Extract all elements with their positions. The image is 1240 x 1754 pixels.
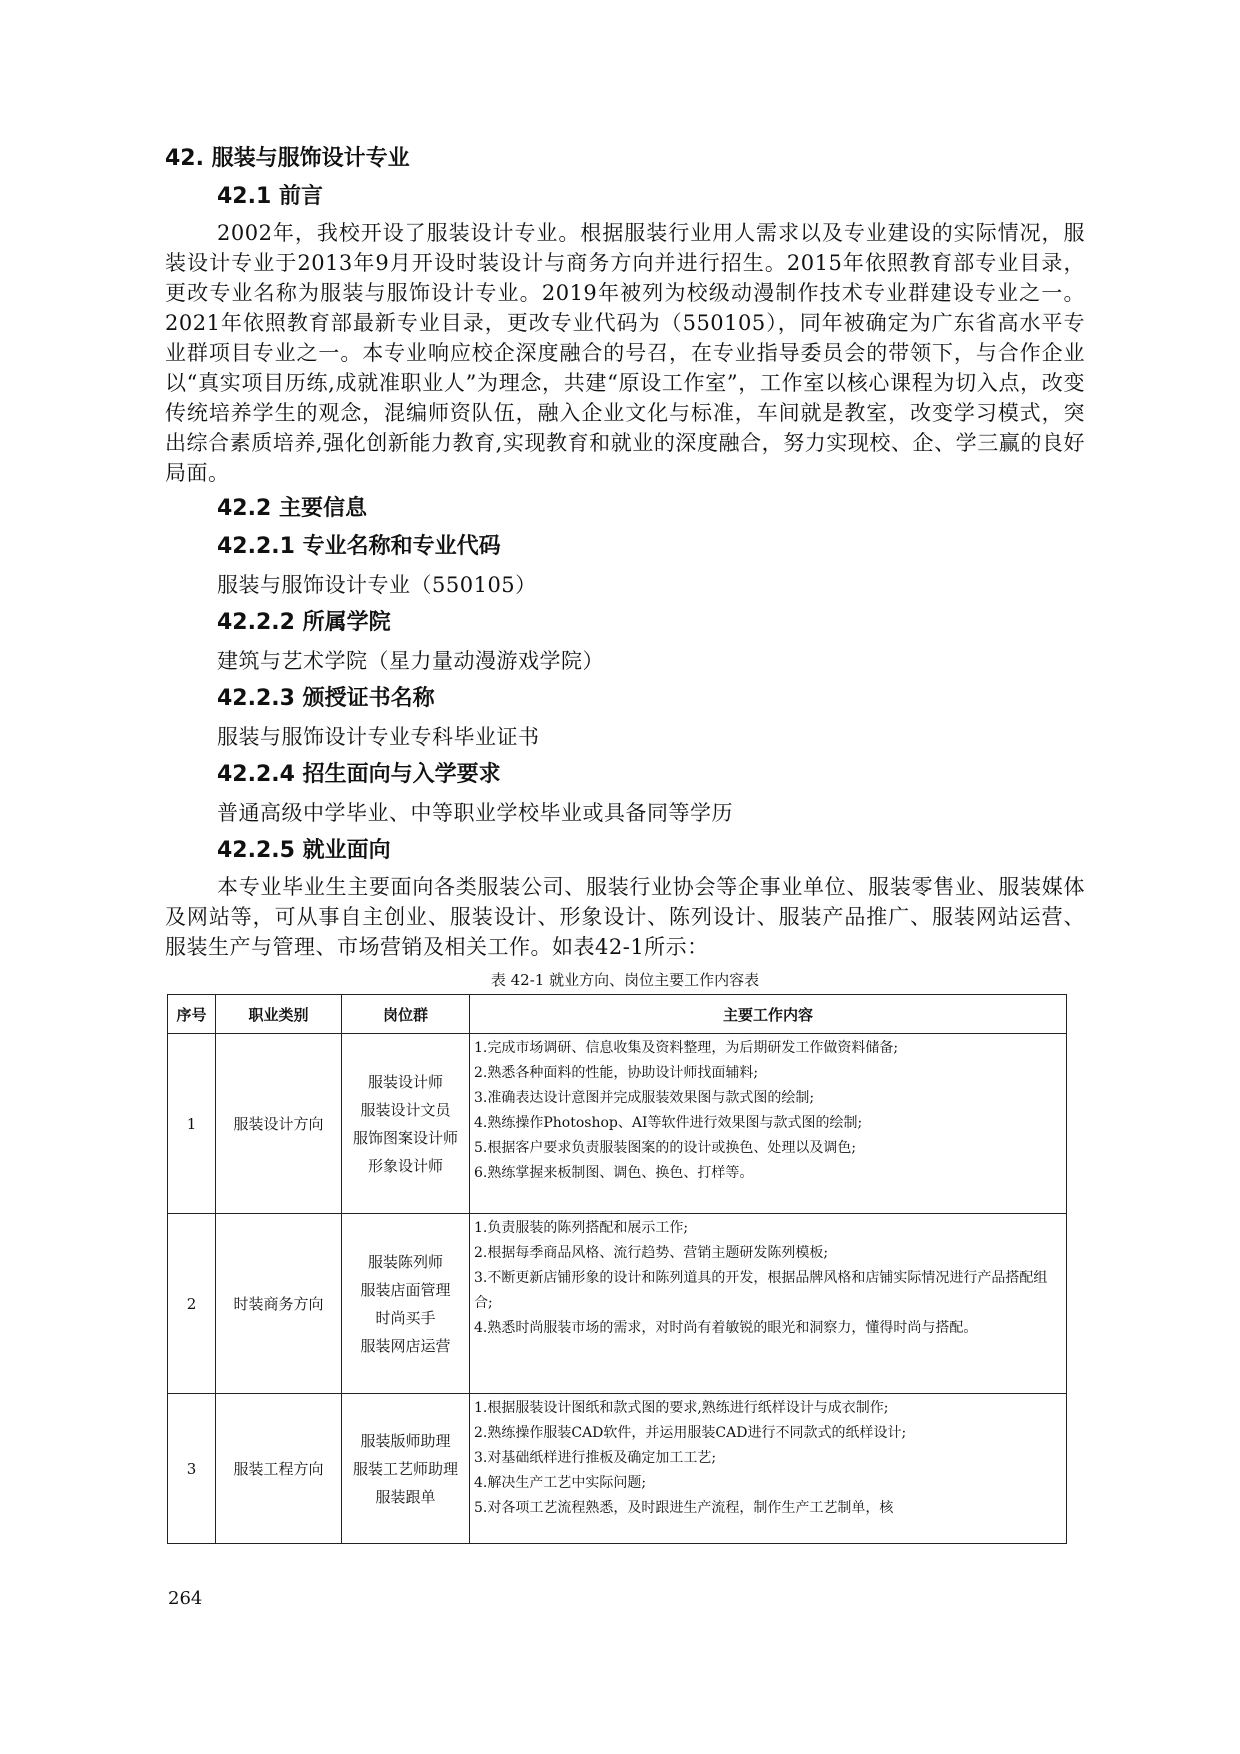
- position-item: 服装陈列师: [367, 1252, 443, 1271]
- position-item: 服装网店运营: [360, 1336, 451, 1355]
- table-header-row: [168, 995, 1067, 1034]
- position-item: 服装设计师: [367, 1072, 443, 1091]
- name-code-value: 服装与服饰设计专业（550105）: [217, 573, 537, 597]
- certificate-value: 服装与服饰设计专业专科毕业证书: [217, 725, 540, 749]
- page-number: 264: [168, 1588, 203, 1609]
- header-positions: 岗位群: [342, 995, 470, 1034]
- college-heading: 42.2.2 所属学院: [217, 610, 391, 635]
- row-no: 3: [168, 1394, 216, 1544]
- row-positions: [342, 1394, 470, 1544]
- task-item: 2.熟悉各种面料的性能，协助设计师找面辅料;: [474, 1065, 759, 1081]
- employment-paragraph: 本专业毕业生主要面向各类服装公司、服装行业协会等企事业单位、服装零售业、服装媒体及网站等，可从事自主创业、服装设计、形象设计、陈列设计、服装产品推广、服装网站运营、服装生产与管理、市场营销及相关工作。如表42-1所示：: [165, 875, 1085, 959]
- section-title: 42. 服装与服饰设计专业: [165, 146, 410, 171]
- name-code-heading: 42.2.1 专业名称和专业代码: [217, 534, 501, 559]
- position-item: 服饰图案设计师: [352, 1128, 458, 1147]
- row-category: 服装工程方向: [216, 1394, 342, 1544]
- table-row: [168, 1394, 1067, 1544]
- task-item: 1.根据服装设计图纸和款式图的要求,熟练进行纸样设计与成衣制作;: [474, 1400, 889, 1416]
- row-category: 时装商务方向: [216, 1214, 342, 1394]
- task-item: 4.解决生产工艺中实际问题;: [474, 1475, 647, 1491]
- employment-heading: 42.2.5 就业面向: [217, 838, 391, 863]
- task-item: 5.对各项工艺流程熟悉，及时跟进生产流程，制作生产工艺制单，核: [474, 1500, 894, 1516]
- task-item: 3.准确表达设计意图并完成服装效果图与款式图的绘制;: [474, 1090, 815, 1106]
- row-tasks: [470, 1394, 1067, 1544]
- task-item: 2.熟练操作服装CAD软件，并运用服装CAD进行不同款式的纸样设计;: [474, 1425, 907, 1441]
- position-item: 服装设计文员: [360, 1100, 451, 1119]
- row-positions: [342, 1034, 470, 1214]
- table-row: [168, 1214, 1067, 1394]
- row-tasks: [470, 1034, 1067, 1214]
- row-category: 服装设计方向: [216, 1034, 342, 1214]
- position-item: 服装跟单: [375, 1487, 436, 1506]
- row-tasks: [470, 1214, 1067, 1394]
- header-category: 职业类别: [216, 995, 342, 1034]
- header-no: 序号: [168, 995, 216, 1034]
- task-item: 1.负责服装的陈列搭配和展示工作;: [474, 1220, 689, 1236]
- position-item: 服装版师助理: [360, 1431, 451, 1450]
- table-caption: 表 42-1 就业方向、岗位主要工作内容表: [490, 971, 760, 989]
- task-item: 5.根据客户要求负责服装图案的的设计或换色、处理以及调色;: [474, 1140, 857, 1156]
- main-info-heading: 42.2 主要信息: [217, 496, 367, 521]
- row-no: 2: [168, 1214, 216, 1394]
- certificate-heading: 42.2.3 颁授证书名称: [217, 686, 435, 711]
- table-row: [168, 1034, 1067, 1214]
- preface-heading: 42.1 前言: [217, 184, 323, 209]
- position-item: 形象设计师: [367, 1156, 443, 1175]
- task-item: 6.熟练掌握来板制图、调色、换色、打样等。: [474, 1165, 754, 1181]
- college-value: 建筑与艺术学院（星力量动漫游戏学院）: [217, 649, 604, 673]
- position-item: 服装工艺师助理: [352, 1459, 458, 1478]
- position-item: 时尚买手: [375, 1308, 436, 1327]
- header-tasks: 主要工作内容: [470, 995, 1067, 1034]
- admission-heading: 42.2.4 招生面向与入学要求: [217, 762, 501, 787]
- row-positions: [342, 1214, 470, 1394]
- task-item: 3.对基础纸样进行推板及确定加工工艺;: [474, 1450, 717, 1466]
- jobs-table: [167, 994, 1067, 1544]
- task-item: 1.完成市场调研、信息收集及资料整理，为后期研发工作做资料储备;: [474, 1040, 899, 1056]
- task-item: 4.熟悉时尚服装市场的需求，对时尚有着敏锐的眼光和洞察力，懂得时尚与搭配。: [474, 1320, 978, 1336]
- document-page: [165, 140, 1085, 1544]
- task-item: 3.不断更新店铺形象的设计和陈列道具的开发，根据品牌风格和店铺实际情况进行产品搭配组合;: [474, 1270, 1048, 1311]
- task-item: 2.根据每季商品风格、流行趋势、营销主题研发陈列模板;: [474, 1245, 829, 1261]
- task-item: 4.熟练操作Photoshop、AI等软件进行效果图与款式图的绘制;: [474, 1115, 863, 1131]
- admission-value: 普通高级中学毕业、中等职业学校毕业或具备同等学历: [217, 801, 733, 825]
- preface-paragraph: 2002年，我校开设了服装设计专业。根据服装行业用人需求以及专业建设的实际情况，服装设计专业于2013年9月开设时装设计与商务方向并进行招生。2015年依照教育部专业目录，更改专业名称为服装与服饰设计专业。2019年被列为校级动漫制作技术专业群建设专业之一。2021年依照教育部最新专业目录，更改专业代码为（550105），同年被确定为广东省高水平专业群项目专业之一。本专业响应校企深度融合的号召，在专业指导委员会的带领下，与合作企业以“真实项目历练,成就准职业人”为理念，共建“原设工作室”，工作室以核心课程为切入点，改变传统培养学生的观念，混编师资队伍，融入企业文化与标准，车间就是教室，改变学习模式，突出综合素质培养,强化创新能力教育,实现教育和就业的深度融合，努力实现校、企、学三赢的良好局面。: [165, 221, 1085, 485]
- row-no: 1: [168, 1034, 216, 1214]
- position-item: 服装店面管理: [360, 1280, 451, 1299]
